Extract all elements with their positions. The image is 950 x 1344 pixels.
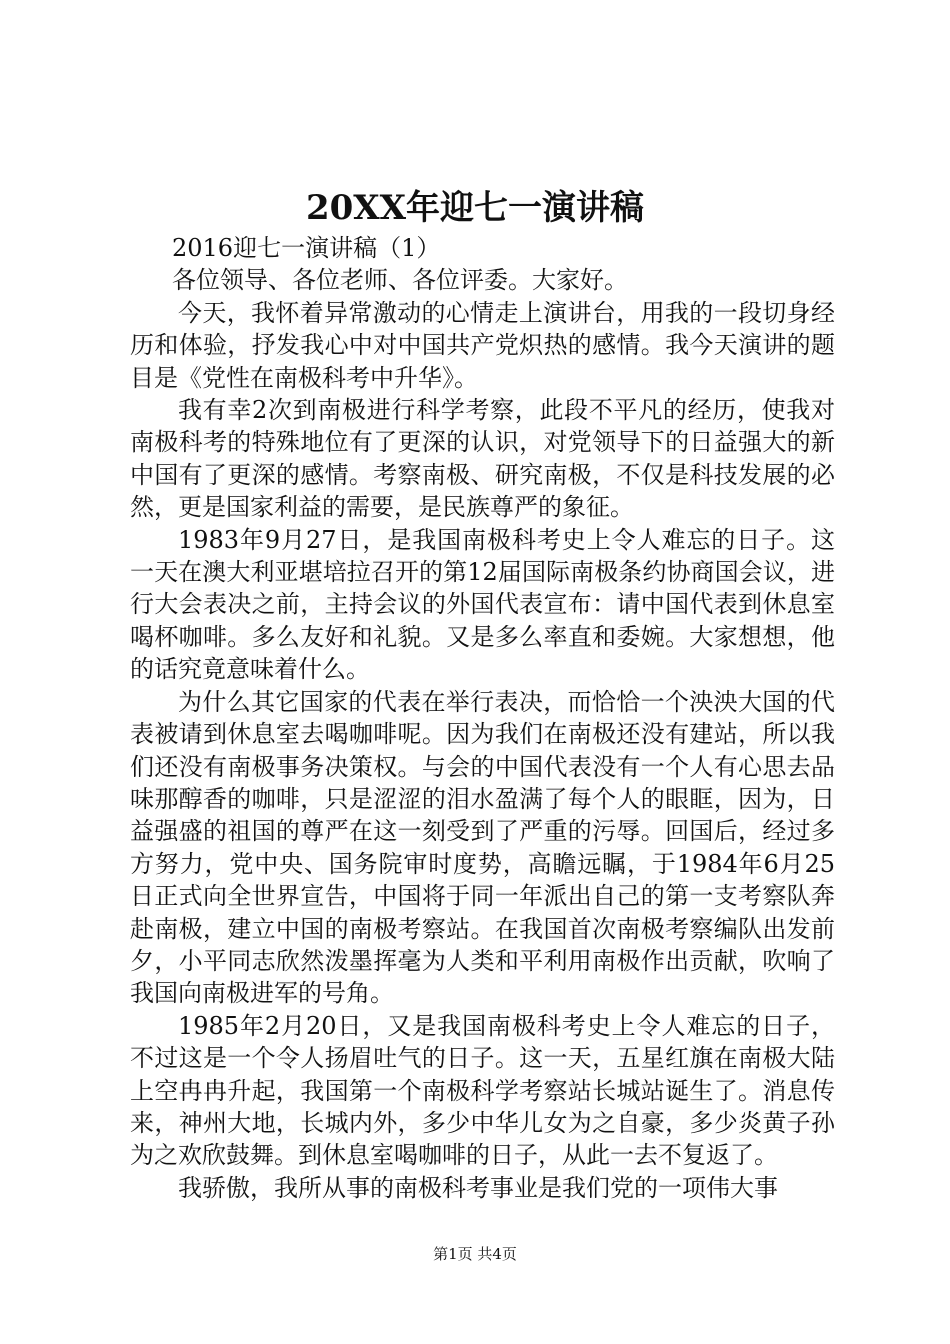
paragraph: 为什么其它国家的代表在举行表决，而恰恰一个泱泱大国的代表被请到休息室去喝咖啡呢。因为我们在南极还没有建站，所以我们还没有南极事务决策权。与会的中国代表没有一个人有心思去品味那醇香的咖啡，只是涩涩的泪水盈满了每个人的眼眶，因为，日益强盛的祖国的尊严在这一刻受到了严重的污辱。回国后，经过多方努力，党中央、国务院审时度势，高瞻远瞩，于1984年6月25日正式向全世界宣告，中国将于同一年派出自己的第一支考察队奔赴南极，建立中国的南极考察站。在我国首次南极考察编队出发前夕，小平同志欣然泼墨挥毫为人类和平利用南极作出贡献，吹响了我国向南极进军的号角。: [130, 687, 835, 1008]
page-number: 第1页: [433, 1245, 473, 1263]
page-total: 共4页: [477, 1245, 517, 1263]
document-title: 20XX年迎七一演讲稿: [305, 188, 645, 228]
paragraph: 我骄傲，我所从事的南极科考事业是我们党的一项伟大事: [178, 1173, 778, 1202]
paragraph: 我有幸2次到南极进行科学考察，此段不平凡的经历，使我对南极科考的特殊地位有了更深的认识，对党领导下的日益强大的新中国有了更深的感情。考察南极、研究南极，不仅是科技发展的必然，更是国家利益的需要，是民族尊严的象征。: [130, 396, 835, 522]
paragraph-heading: 2016迎七一演讲稿（1）: [172, 234, 441, 262]
paragraph: 1985年2月20日，又是我国南极科考史上令人难忘的日子，不过这是一个令人扬眉吐气的日子。这一天，五星红旗在南极大陆上空冉冉升起，我国第一个南极科学考察站长城站诞生了。消息传来，神州大地，长城内外，多少中华儿女为之自豪，多少炎黄子孙为之欢欣鼓舞。到休息室喝咖啡的日子，从此一去不复返了。: [130, 1011, 835, 1170]
paragraph-greeting: 各位领导、各位老师、各位评委。大家好。: [172, 266, 628, 295]
document-body: [130, 232, 835, 1204]
paragraph: 1983年9月27日，是我国南极科考史上令人难忘的日子。这一天在澳大利亚堪培拉召开的第12届国际南极条约协商国会议，进行大会表决之前，主持会议的外国代表宣布：请中国代表到休息室喝杯咖啡。多么友好和礼貌。又是多么率直和委婉。大家想想，他的话究竟意味着什么。: [130, 525, 835, 684]
page-footer: [0, 1244, 950, 1264]
paragraph: 今天，我怀着异常激动的心情走上演讲台，用我的一段切身经历和体验，抒发我心中对中国共产党炽热的感情。我今天演讲的题目是《党性在南极科考中升华》。: [130, 298, 835, 392]
